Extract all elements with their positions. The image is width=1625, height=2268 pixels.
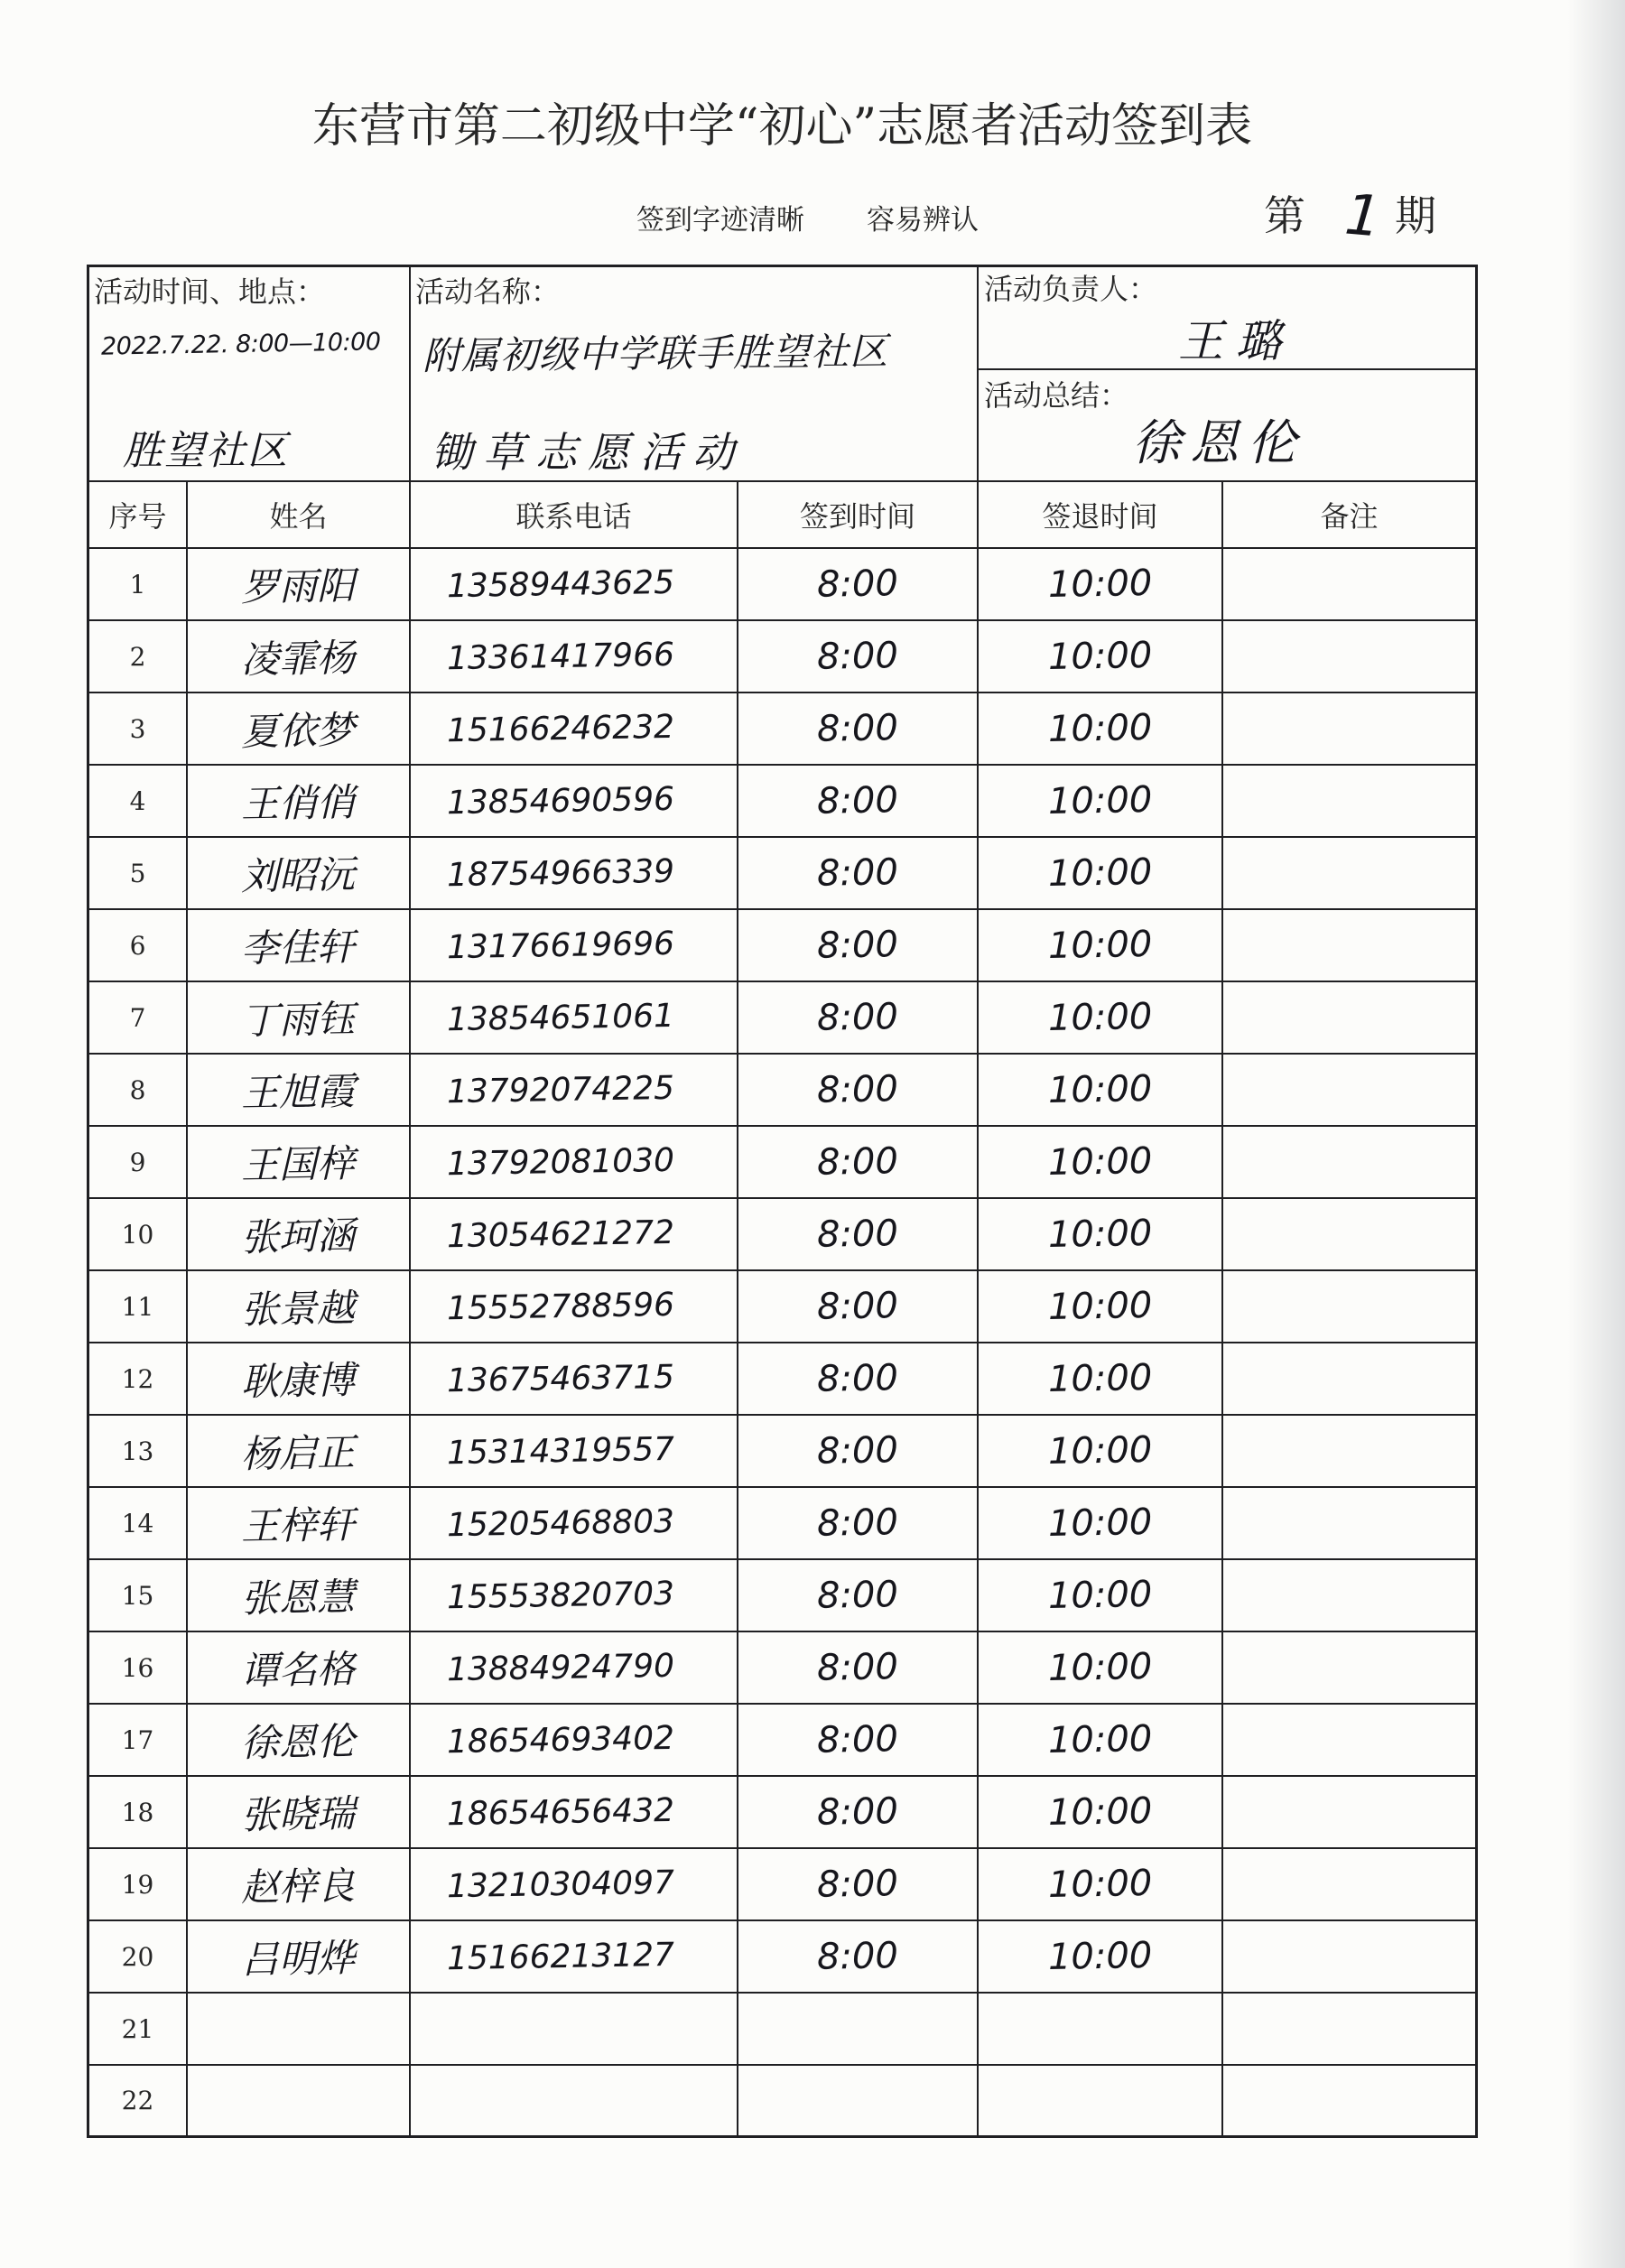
table-row [89,549,1475,621]
sign-out-time-cell-text: 10:00 [1047,1573,1153,1618]
sign-in-time-cell [738,693,979,764]
note-cell [1223,982,1475,1053]
name-cell [188,910,411,981]
name-cell-text: 王旭霞 [241,1068,356,1116]
issue-suffix: 期 [1395,191,1436,240]
sign-in-time-cell-text: 8:00 [816,562,899,606]
sign-in-time-cell [738,1127,979,1197]
activity-name-label: 活动名称： [415,274,561,309]
row-number [89,1199,188,1269]
sign-in-time-cell [738,1055,979,1125]
sign-in-time-cell [738,1849,979,1919]
phone-cell [411,1849,738,1919]
name-cell [188,2066,411,2135]
sign-out-time-cell-text: 10:00 [1047,1428,1153,1473]
sign-out-time-cell-text: 10:00 [1047,778,1153,823]
row-number [89,1488,188,1558]
table-row [89,1632,1475,1705]
sign-in-time-cell-text: 8:00 [816,1863,899,1906]
phone-cell-text: 13792081030 [446,1141,675,1183]
note-cell [1223,1994,1475,2064]
phone-cell [411,1705,738,1775]
phone-cell-text: 13884924790 [446,1647,675,1688]
subtitle-part-1: 签到字迹清晰 [636,204,804,237]
note-cell [1223,1849,1475,1919]
phone-cell [411,1199,738,1269]
leader-label: 活动负责人： [984,272,1158,306]
leader-cell [979,267,1475,370]
sign-in-time-cell [738,1271,979,1342]
name-cell [188,1127,411,1197]
activity-name-cell [411,267,979,480]
sign-out-time-cell-text: 10:00 [1047,1284,1153,1329]
phone-cell-text: 13176619696 [446,925,675,966]
row-number [89,1127,188,1197]
sign-out-time-cell-text: 10:00 [1047,1862,1153,1907]
sign-in-time-cell-text: 8:00 [816,1213,899,1256]
sign-out-time-cell-text: 10:00 [1047,634,1153,679]
leader-name: 王璐 [1178,315,1294,367]
sign-in-time-cell-text: 8:00 [816,707,899,750]
column-header-note: 备注 [1320,499,1379,534]
row-number [89,621,188,692]
column-header-name: 姓名 [188,482,411,547]
name-cell [188,1343,411,1414]
note-cell [1223,1488,1475,1558]
note-cell [1223,2066,1475,2135]
note-cell [1223,766,1475,836]
sign-out-time-cell [979,549,1223,619]
sign-in-time-cell-text: 8:00 [816,1140,899,1184]
phone-cell [411,1921,738,1992]
table-row [89,1921,1475,1994]
phone-cell [411,1055,738,1125]
name-cell [188,1849,411,1919]
name-cell-text: 杨启正 [241,1429,356,1477]
sign-out-time-cell [979,1777,1223,1847]
table-row [89,621,1475,693]
sign-in-time-cell-text: 8:00 [816,1790,899,1834]
row-number-text: 17 [121,1724,154,1755]
sign-in-time-cell [738,1199,979,1269]
phone-cell-text: 15205468803 [446,1502,675,1544]
table-row [89,1488,1475,1560]
sign-in-time-cell [738,982,979,1053]
row-number [89,2066,188,2135]
note-cell [1223,693,1475,764]
sign-out-time-cell [979,621,1223,692]
row-number-text: 4 [129,785,146,816]
sign-out-time-cell [979,1560,1223,1631]
name-cell-text: 赵梓良 [241,1863,356,1910]
phone-cell-text: 15166213127 [446,1936,675,1977]
row-number-text: 19 [121,1869,154,1900]
sign-out-time-cell [979,1921,1223,1992]
phone-cell-text: 15314319557 [446,1430,675,1472]
sign-out-time-cell-text: 10:00 [1047,1717,1153,1762]
phone-cell-text: 13210304097 [446,1864,675,1905]
sign-out-time-cell [979,2066,1223,2135]
phone-cell-text: 18754966339 [446,852,675,894]
name-cell-text: 王国梓 [241,1140,356,1188]
phone-cell [411,838,738,908]
note-cell [1223,1705,1475,1775]
note-cell [1223,1632,1475,1703]
name-cell-text: 张珂涵 [241,1213,356,1260]
summary-value: 徐恩伦 [1132,414,1305,471]
sign-out-time-cell-text: 10:00 [1047,923,1153,968]
sign-in-time-cell-text: 8:00 [816,779,899,823]
note-cell [1223,1416,1475,1486]
table-row [89,1560,1475,1632]
sign-in-time-cell-text: 8:00 [816,1285,899,1328]
row-number-text: 7 [129,1002,146,1033]
phone-cell [411,1271,738,1342]
row-number [89,1343,188,1414]
note-cell [1223,1560,1475,1631]
table-row [89,1705,1475,1777]
name-cell-text: 罗雨阳 [241,562,356,610]
sign-out-time-cell [979,1343,1223,1414]
note-cell [1223,1777,1475,1847]
row-number [89,910,188,981]
note-cell [1223,1271,1475,1342]
name-cell-text: 凌霏杨 [241,635,356,683]
sign-in-time-cell [738,1994,979,2064]
phone-cell [411,766,738,836]
row-number [89,1416,188,1486]
table-row [89,1994,1475,2066]
attendance-table [87,480,1478,2138]
row-number [89,1994,188,2064]
note-cell [1223,1921,1475,1992]
name-cell-text: 王梓轩 [241,1501,356,1549]
name-cell-text: 张景越 [241,1285,356,1333]
name-cell [188,1271,411,1342]
table-row [89,1055,1475,1127]
row-number-text: 9 [129,1147,146,1177]
table-row [89,838,1475,910]
column-header-number: 序号 [89,482,188,547]
note-cell [1223,1127,1475,1197]
row-number-text: 3 [129,713,146,744]
sign-out-time-cell [979,1127,1223,1197]
row-number [89,1777,188,1847]
sign-in-time-cell [738,1560,979,1631]
row-number [89,1055,188,1125]
sign-in-time-cell-text: 8:00 [816,1501,899,1545]
name-cell-text: 张恩慧 [241,1574,356,1622]
phone-cell [411,1488,738,1558]
phone-cell-text: 15553820703 [446,1575,675,1616]
row-number-text: 6 [129,930,146,961]
row-number-text: 12 [121,1363,154,1394]
name-cell [188,766,411,836]
name-cell [188,1921,411,1992]
name-cell [188,1488,411,1558]
activity-name-line-1: 附属初级中学联手胜望社区 [422,329,889,378]
row-number [89,1560,188,1631]
sign-out-time-cell [979,1705,1223,1775]
name-cell-text: 丁雨钰 [241,996,356,1044]
sign-in-time-cell-text: 8:00 [816,635,899,678]
sign-in-time-cell [738,549,979,619]
sign-in-time-cell-text: 8:00 [816,1718,899,1761]
phone-cell [411,1343,738,1414]
phone-cell-text: 18654693402 [446,1719,675,1761]
phone-cell [411,982,738,1053]
phone-cell-text: 13854651061 [446,997,675,1038]
sign-out-time-cell-text: 10:00 [1047,1501,1153,1546]
sheet-title: 东营市第二初级中学“初心”志愿者活动签到表 [311,99,1253,153]
name-cell-text: 李佳轩 [241,924,356,971]
note-cell [1223,838,1475,908]
phone-cell-text: 13675463715 [446,1358,675,1399]
leader-summary-cell [979,267,1475,480]
phone-cell [411,621,738,692]
phone-cell [411,1127,738,1197]
phone-cell-text: 13054621272 [446,1213,675,1255]
row-number [89,1271,188,1342]
table-row [89,1849,1475,1921]
sign-out-time-cell [979,1199,1223,1269]
phone-cell [411,910,738,981]
time-place-label: 活动时间、地点： [94,274,326,309]
issue-prefix: 第 [1264,191,1305,240]
sign-out-time-cell-text: 10:00 [1047,995,1153,1040]
activity-name-line-2: 锄草志愿活动 [431,428,745,477]
activity-time: 2022.7.22. 8:00—10:00 [100,328,381,361]
table-header-row [89,482,1475,549]
note-cell [1223,1199,1475,1269]
sign-out-time-cell [979,910,1223,981]
note-cell [1223,1055,1475,1125]
sign-out-time-cell-text: 10:00 [1047,1645,1153,1690]
phone-cell-text: 18654656432 [446,1791,675,1833]
phone-cell [411,1632,738,1703]
note-cell [1223,621,1475,692]
subtitle-part-2: 容易辨认 [867,204,979,237]
sign-out-time-cell [979,1416,1223,1486]
row-number-text: 1 [129,569,146,600]
sign-in-time-cell [738,838,979,908]
phone-cell [411,1416,738,1486]
name-cell [188,1055,411,1125]
row-number-text: 15 [121,1580,154,1611]
name-cell-text: 王俏俏 [241,779,356,827]
time-place-cell [89,267,411,480]
sign-out-time-cell [979,1994,1223,2064]
name-cell-text: 谭名格 [241,1646,356,1694]
table-row [89,982,1475,1055]
sign-in-time-cell [738,766,979,836]
name-cell [188,1994,411,2064]
sign-in-time-cell [738,1632,979,1703]
table-row [89,910,1475,982]
column-header-sign-out: 签退时间 [979,482,1223,547]
name-cell-text: 刘昭沅 [241,851,356,899]
phone-cell-text: 15166246232 [446,708,675,749]
row-number-text: 11 [121,1291,154,1322]
activity-info-block [87,265,1478,480]
sign-in-time-cell [738,1488,979,1558]
name-cell [188,1777,411,1847]
table-row [89,1127,1475,1199]
sign-in-time-cell [738,2066,979,2135]
phone-cell-text: 13854690596 [446,780,675,822]
name-cell-text: 徐恩伦 [241,1718,356,1766]
sign-in-time-cell-text: 8:00 [816,1574,899,1617]
phone-cell-text: 13361417966 [446,636,675,677]
sign-out-time-cell [979,838,1223,908]
name-cell [188,549,411,619]
table-row [89,1199,1475,1271]
sign-out-time-cell-text: 10:00 [1047,1789,1153,1835]
row-number-text: 16 [121,1652,154,1683]
sign-out-time-cell [979,1488,1223,1558]
table-row [89,693,1475,766]
name-cell [188,693,411,764]
issue-number: 1 [1342,181,1384,250]
table-row [89,766,1475,838]
row-number-text: 2 [129,641,146,672]
sign-in-time-cell [738,1343,979,1414]
row-number [89,766,188,836]
sign-in-time-cell-text: 8:00 [816,996,899,1039]
table-row [89,1777,1475,1849]
sign-in-time-cell-text: 8:00 [816,1429,899,1473]
column-header-phone: 联系电话 [411,482,738,547]
name-cell [188,1199,411,1269]
row-number [89,1705,188,1775]
sign-out-time-cell [979,693,1223,764]
table-row [89,1343,1475,1416]
note-cell [1223,1343,1475,1414]
sign-in-time-cell-text: 8:00 [816,1935,899,1978]
sign-in-time-cell-text: 8:00 [816,1646,899,1689]
column-header-sign-in: 签到时间 [738,482,979,547]
sign-out-time-cell [979,1055,1223,1125]
name-cell-text: 夏依梦 [241,707,356,755]
sign-out-time-cell-text: 10:00 [1047,1212,1153,1257]
sign-in-time-cell-text: 8:00 [816,1357,899,1400]
name-cell [188,621,411,692]
name-cell-text: 耿康博 [241,1357,356,1405]
sign-out-time-cell [979,1849,1223,1919]
sign-in-time-cell [738,1921,979,1992]
sign-out-time-cell [979,766,1223,836]
row-number [89,838,188,908]
sign-in-time-cell [738,1705,979,1775]
sign-out-time-cell-text: 10:00 [1047,562,1153,607]
row-number-text: 14 [121,1508,154,1538]
sign-out-time-cell-text: 10:00 [1047,850,1153,896]
table-row [89,2066,1475,2135]
sign-in-time-cell-text: 8:00 [816,1068,899,1111]
table-row [89,1271,1475,1343]
phone-cell-text: 15552788596 [446,1286,675,1327]
row-number [89,1921,188,1992]
name-cell [188,838,411,908]
phone-cell [411,1994,738,2064]
sign-out-time-cell [979,1632,1223,1703]
row-number-text: 10 [121,1219,154,1250]
row-number [89,1849,188,1919]
summary-cell [979,370,1475,480]
sign-in-time-cell [738,621,979,692]
note-cell [1223,910,1475,981]
phone-cell [411,549,738,619]
phone-cell [411,2066,738,2135]
sign-in-time-cell [738,1416,979,1486]
row-number [89,1632,188,1703]
row-number-text: 20 [121,1941,154,1972]
name-cell [188,982,411,1053]
sign-in-time-cell-text: 8:00 [816,851,899,895]
activity-place: 胜望社区 [123,428,289,474]
name-cell [188,1705,411,1775]
row-number [89,693,188,764]
summary-label: 活动总结： [984,378,1129,413]
sign-out-time-cell-text: 10:00 [1047,1139,1153,1185]
phone-cell [411,1560,738,1631]
row-number [89,982,188,1053]
note-cell [1223,549,1475,619]
row-number-text: 13 [121,1436,154,1466]
name-cell-text: 张晓瑞 [241,1790,356,1838]
sign-out-time-cell-text: 10:00 [1047,1356,1153,1401]
row-number [89,549,188,619]
phone-cell [411,1777,738,1847]
sign-in-time-cell [738,910,979,981]
phone-cell [411,693,738,764]
phone-cell-text: 13792074225 [446,1069,675,1111]
row-number-text: 5 [129,858,146,888]
row-number-text: 18 [121,1797,154,1827]
row-number-text: 8 [129,1074,146,1105]
sign-out-time-cell-text: 10:00 [1047,706,1153,751]
name-cell-text: 吕明烨 [241,1935,356,1983]
name-cell [188,1560,411,1631]
row-number-text: 21 [121,2013,154,2044]
name-cell [188,1416,411,1486]
sign-out-time-cell [979,982,1223,1053]
sign-in-time-cell-text: 8:00 [816,924,899,967]
sign-out-time-cell-text: 10:00 [1047,1934,1153,1979]
phone-cell-text: 13589443625 [446,563,675,605]
sign-out-time-cell-text: 10:00 [1047,1067,1153,1112]
name-cell [188,1632,411,1703]
table-row [89,1416,1475,1488]
row-number-text: 22 [121,2086,154,2115]
sign-out-time-cell [979,1271,1223,1342]
sign-in-time-cell [738,1777,979,1847]
